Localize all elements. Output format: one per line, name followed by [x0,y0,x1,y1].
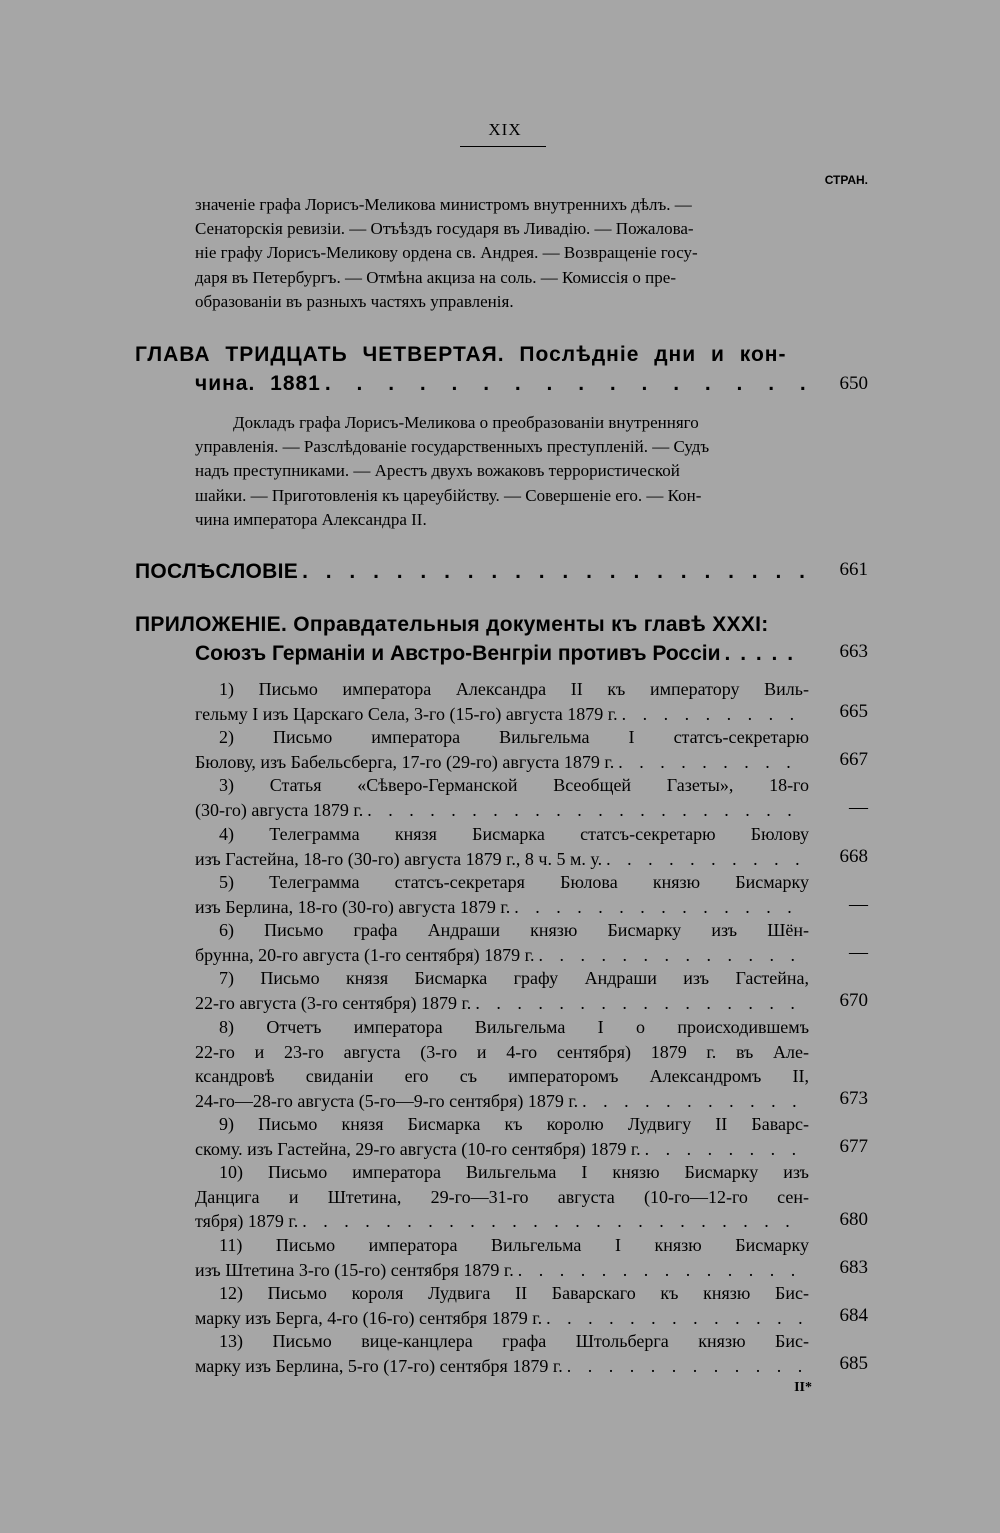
page-number: XIX [488,120,522,139]
toc-entry-2-page: 667 [839,749,868,770]
summary-line: шайки. — Приготовленія къ цареубійству. — Совершеніе его. — Кон- [195,485,702,505]
summary-line: управленія. — Разслѣдованіе государственныхъ преступленій. — Судъ [195,437,710,457]
toc-entry-8: 8) Отчетъ императора Вильгельма I о происходившемъ 22-го и 23-го августа (3-го и 4-го сентября) 1879 г. въ Але- ксандровѣ свиданіи его съ императоромъ Александромъ II, 24-го—28-го августа (5-го—9-го сентября) 1879 г. . . . [195,1015,809,1113]
toc-entry-10: 10) Письмо императора Вильгельма I князю Бисмарку изъ Данцига и Штетина, 29-го—31-го августа (10-го—12-го сен- тября) 1879 г. . . . [195,1160,809,1234]
dot-leader [546,1306,805,1331]
toc-entry-4: 4) Телеграмма князя Бисмарка статсъ-секретарю Бюлову изъ Гастейна, 18-го (30-го) августа 1879 г., 8 ч. 5 м. у. . . . [195,822,809,871]
page-number-rule [460,146,546,147]
toc-entry-2: 2) Письмо императора Вильгельма I статсъ-секретарю Бюлову, изъ Бабельсберга, 17-го (29-го) августа 1879 г. . . . [195,725,809,774]
dot-leader [539,943,806,968]
page-column-header: СТРАН. [824,173,868,187]
appendix-heading [135,610,810,639]
dot-leader [622,702,805,727]
toc-entry-1-page: 665 [839,701,868,722]
dot-leader [302,557,806,586]
toc-entry-11-page: 683 [839,1257,868,1278]
toc-entry-7-page: 670 [839,990,868,1011]
toc-entry-5: 5) Телеграмма статсъ-секретаря Бюлова князю Бисмарку изъ Берлина, 18-го (30-го) августа 1879 г. . . . [195,870,809,919]
dot-leader [514,895,805,920]
toc-entry-1: 1) Письмо императора Александра II къ императору Виль- гельму I изъ Царскаго Села, 3-го (15-го) августа 1879 г. . . . [195,677,809,726]
toc-entry-8-page: 673 [839,1088,868,1109]
summary-line: Докладъ графа Лорисъ-Меликова о преобразованіи внутренняго [233,413,699,432]
toc-entry-11: 11) Письмо императора Вильгельма I князю Бисмарку изъ Штетина 3-го (15-го) сентября 1879 г. . . . [195,1233,809,1282]
afterword-heading [135,557,810,586]
toc-entry-5-page: — [849,894,868,915]
summary-line: значеніе графа Лорисъ-Меликова министромъ внутреннихъ дѣлъ. — [195,195,692,214]
dot-leader [475,991,805,1016]
chapter34-heading [135,340,810,398]
summary-line: Сенаторскія ревизіи. — Отъѣздъ государя въ Ливадію. — Пожалова- [195,219,694,239]
summary-line: чина императора Александра II. [195,509,427,529]
toc-entry-3-page: — [849,797,868,818]
dot-leader [367,798,805,823]
chapter34-summary [195,411,809,532]
toc-entry-13: 13) Письмо вице-канцлера графа Штольберга князю Бис- марку изъ Берлина, 5-го (17-го) сентября 1879 г. . . . [195,1329,809,1378]
chapter33-summary [195,193,809,314]
appendix-title-line1: ПРИЛОЖЕНІЕ. Оправдательныя документы къ главѣ XXXI: [135,613,769,636]
chapter34-title-line2: чина. 1881 . . . [135,369,810,398]
toc-entry-12: 12) Письмо короля Лудвига II Баварскаго къ князю Бис- марку изъ Берга, 4-го (16-го) сентября 1879 г. . . . [195,1281,809,1330]
chapter34-title-line1: ГЛАВА ТРИДЦАТЬ ЧЕТВЕРТАЯ. Послѣдніе дни и кон- [135,343,787,366]
dot-leader [645,1137,805,1162]
toc-entry-12-page: 684 [839,1305,868,1326]
toc-entry-6-page: — [849,942,868,963]
dot-leader [582,1089,805,1114]
toc-entry-10-page: 680 [839,1209,868,1230]
summary-line: надъ преступниками. — Арестъ двухъ вожаковъ террористической [195,461,680,481]
dot-leader [725,639,803,668]
toc-entry-9: 9) Письмо князя Бисмарка къ королю Лудвигу II Баварс- скому. изъ Гастейна, 29-го августа (10-го сентября) 1879 г. . . . [195,1112,809,1161]
toc-entry-6: 6) Письмо графа Андраши князю Бисмарку изъ Шён- брунна, 20-го августа (1-го сентября) 1879 г. . . . [195,918,809,967]
chapter34-page: 650 [839,373,868,394]
dot-leader [618,750,805,775]
appendix-title-line2: Союзъ Германіи и Австро-Венгріи противъ Россіи . . . [195,639,807,668]
summary-line: даря въ Петербургъ. — Отмѣна акциза на соль. — Комиссія о пре- [195,267,676,287]
afterword-title: ПОСЛѢСЛОВІЕ [135,560,299,583]
dot-leader [325,369,806,398]
appendix-page: 663 [839,641,868,662]
afterword-page: 661 [839,559,868,580]
toc-entry-7: 7) Письмо князя Бисмарка графу Андраши изъ Гастейна, 22-го августа (3-го сентября) 1879 г. . . . [195,966,809,1015]
toc-entry-4-page: 668 [839,846,868,867]
dot-leader [567,1354,805,1379]
dot-leader [606,847,805,872]
toc-entry-13-page: 685 [839,1353,868,1374]
toc-entry-3: 3) Статья «Сѣверо-Германской Всеобщей Газеты», 18-го (30-го) августа 1879 г. . . . [195,773,809,822]
dot-leader [518,1258,805,1283]
dot-leader [302,1209,805,1234]
signature-mark: II* [794,1380,812,1395]
toc-entry-9-page: 677 [839,1136,868,1157]
summary-line: ніе графу Лорисъ-Меликову ордена св. Андрея. — Возвращеніе госу- [195,243,698,263]
summary-line: образованіи въ разныхъ частяхъ управленія. [195,291,514,311]
